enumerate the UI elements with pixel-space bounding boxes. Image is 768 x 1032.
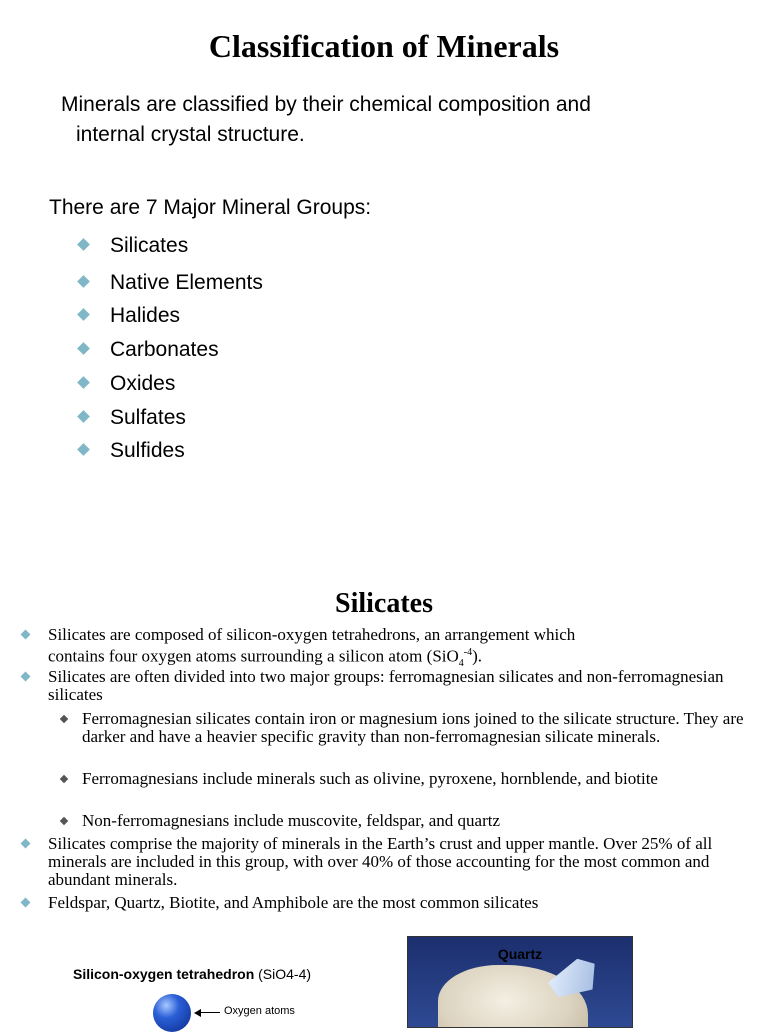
bullet-icon [77, 443, 90, 456]
bullet-icon [77, 238, 90, 251]
bullet-icon [21, 672, 31, 682]
group-item: Carbonates [79, 336, 219, 364]
sub-bullet-icon [60, 775, 68, 783]
tetrahedron-figure-label: Silicon-oxygen tetrahedron (SiO4-4) [73, 966, 312, 982]
bullet-1-line-2: contains four oxygen atoms surrounding a silicon atom (SiO$_4^{-4}$). [48, 646, 483, 670]
silicates-bullet-4 [20, 894, 750, 912]
silicates-bullet-1 [20, 626, 750, 673]
intro-line-1: Minerals are classified by their chemical composition and [61, 93, 591, 116]
bullet-3-text: Silicates comprise the majority of minerals in the Earth’s crust and upper mantle. Over 25% of all minerals are included in this group, with over 40% of those accounting for the most common and abundant minerals. [48, 834, 713, 889]
bullet-4-text: Feldspar, Quartz, Biotite, and Amphibole are the most common silicates [48, 893, 539, 912]
silicates-sub-bullet-1 [58, 710, 758, 746]
bullet-icon [21, 839, 31, 849]
bullet-icon [77, 275, 90, 288]
quartz-photo [407, 936, 633, 1028]
group-item: Native Elements [79, 269, 263, 297]
group-item: Silicates [79, 232, 188, 260]
group-item: Halides [79, 302, 180, 330]
silicates-bullet-3 [20, 835, 750, 889]
bullet-icon [77, 376, 90, 389]
sub-bullet-3-text: Non-ferromagnesians include muscovite, feldspar, and quartz [82, 811, 501, 830]
bullet-icon [77, 308, 90, 321]
bullet-icon [21, 630, 31, 640]
sub-bullet-icon [60, 817, 68, 825]
section-title: Silicates [335, 588, 433, 619]
sub-bullet-icon [60, 715, 68, 723]
sub-bullet-1-text: Ferromagnesian silicates contain iron or magnesium ions joined to the silicate structure. They are darker and have a heavier specific gravity than non-ferromagnesian silicate minerals. [82, 709, 744, 746]
group-item: Sulfates [79, 404, 186, 432]
bullet-icon [77, 342, 90, 355]
silicates-sub-bullet-2 [58, 770, 758, 788]
sub-bullet-2-text: Ferromagnesians include minerals such as olivine, pyroxene, hornblende, and biotite [82, 769, 658, 788]
arrow-left-icon [194, 1009, 201, 1017]
oxygen-atoms-label: Oxygen atoms [224, 1005, 295, 1017]
groups-heading: There are 7 Major Mineral Groups: [49, 196, 372, 219]
oxygen-atom-icon [153, 994, 191, 1032]
bullet-2-text: Silicates are often divided into two major groups: ferromagnesian silicates and non-ferromagnesian silicates [48, 667, 724, 704]
intro-paragraph [61, 90, 701, 150]
silicates-sub-bullet-3 [58, 812, 758, 830]
bullet-icon [21, 898, 31, 908]
bullet-1-line-1: Silicates are composed of silicon-oxygen tetrahedrons, an arrangement which [48, 625, 576, 644]
quartz-caption: Quartz [497, 946, 543, 962]
group-item: Sulfides [79, 437, 185, 465]
group-item: Oxides [79, 370, 175, 398]
silicates-bullet-2 [20, 668, 750, 704]
page-title: Classification of Minerals [208, 28, 560, 64]
intro-line-2: internal crystal structure. [76, 123, 305, 146]
bullet-icon [77, 410, 90, 423]
